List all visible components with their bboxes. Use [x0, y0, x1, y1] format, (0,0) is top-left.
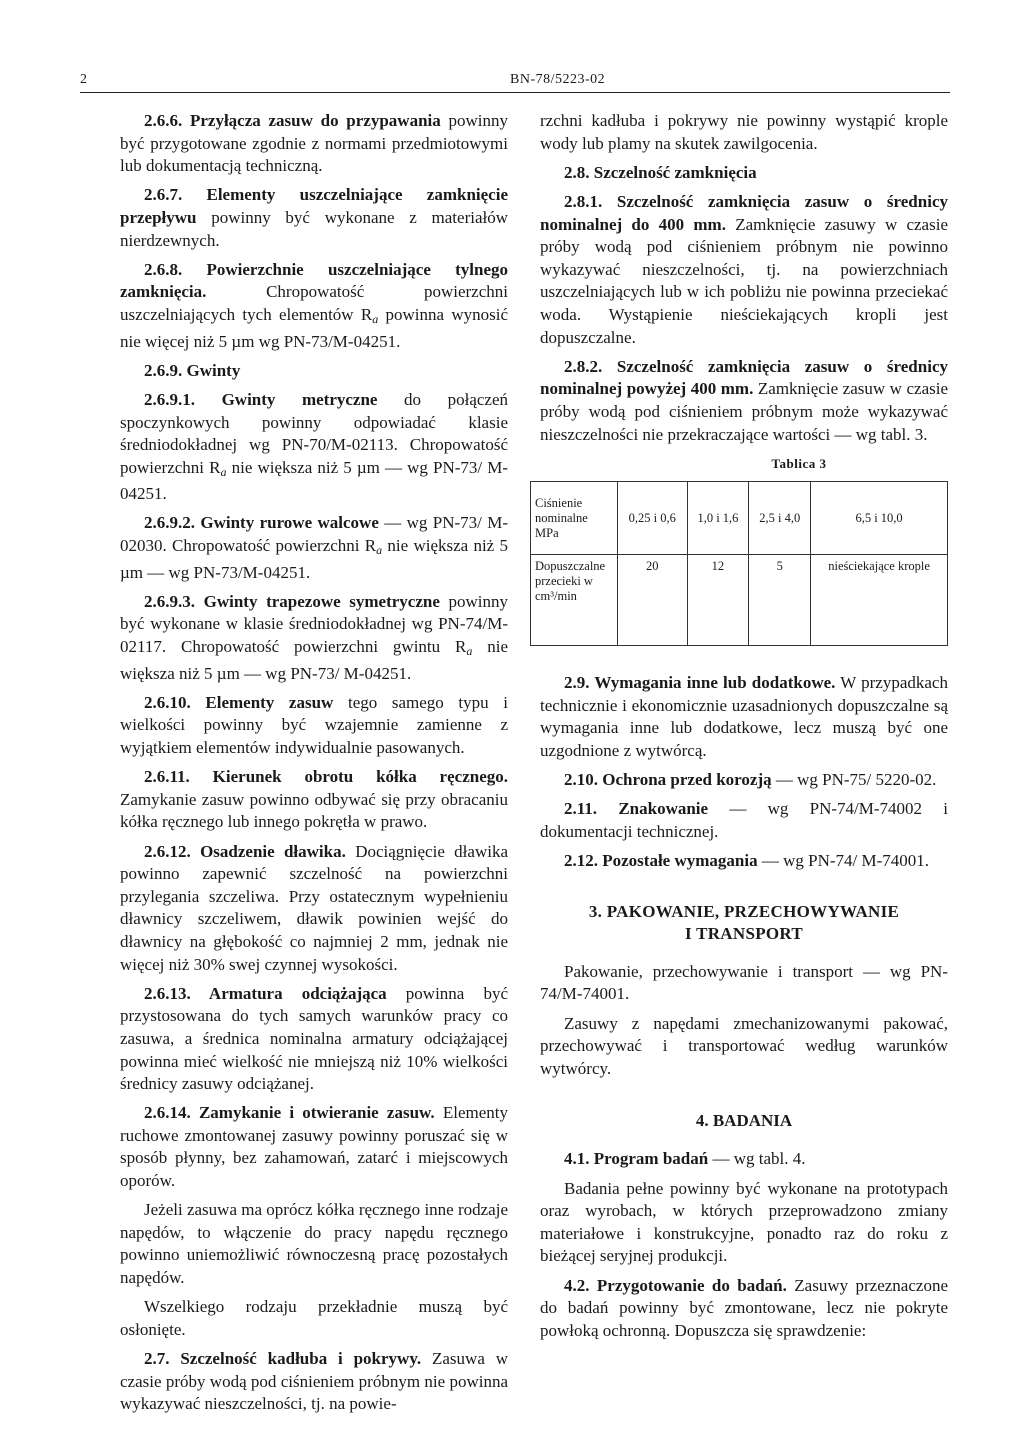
table-cell: 12	[687, 555, 749, 646]
heading-2-6-6: 2.6.6. Przyłącza zasuw do przypawania	[144, 111, 441, 130]
heading-2-10: 2.10. Ochrona przed korozją	[564, 770, 772, 790]
heading-2-6-13: 2.6.13. Armatura odciążająca	[144, 983, 387, 1003]
heading-2-6-11: 2.6.11. Kierunek obrotu kółka ręcznego.	[144, 767, 508, 787]
paragraph-2-10	[540, 769, 948, 792]
table-cell: 20	[618, 555, 688, 646]
paragraph-2-8	[540, 162, 948, 185]
text-2-12: — wg PN-74/ M-74001.	[761, 851, 930, 871]
heading-2-12: 2.12. Pozostałe wymagania	[564, 851, 758, 871]
subscript-a: a	[372, 311, 379, 326]
heading-2-6-9: 2.6.9. Gwinty	[144, 360, 241, 380]
paragraph-2-8-2	[540, 356, 948, 446]
paragraph-2-6-8	[120, 259, 508, 353]
text-2-10: — wg PN-75/ 5220-02.	[775, 770, 937, 790]
paragraph-4-2	[540, 1275, 948, 1343]
table-cell: 2,5 i 4,0	[749, 482, 811, 555]
paragraph-2-6-9-1	[120, 389, 508, 506]
heading-2-8-2: 2.8.2. Szczelność zamknięcia zasuw o średnicy nominalnej powyżej 400 mm.	[540, 356, 948, 399]
text-2-6-8-b: powinna wynosić nie więcej niż 5 µm wg PN-73/M-04251.	[120, 304, 508, 351]
table-caption: Tablica 3	[771, 455, 827, 471]
heading-2-7: 2.7. Szczelność kadłuba i pokrywy.	[144, 1349, 422, 1368]
paragraph-2-6-11	[120, 766, 508, 834]
section-3-title-line1: 3. PAKOWANIE, PRZECHOWYWANIE	[588, 901, 900, 921]
paragraph-4-1-2: Badania pełne powinny być wykonane na prototypach oraz wyrobach, w których przeprowadzono zmiany materiałowe i konstrukcyjne, ponadto raz do roku z bieżącej seryjnej produkcji.	[540, 1178, 948, 1266]
table-cell: 0,25 i 0,6	[618, 482, 688, 555]
paragraph-2-6-6	[120, 110, 508, 178]
paragraph-2-6-9	[120, 360, 508, 383]
text-2-6-9-3-a: powinny być wykonane w klasie średniodokładnej wg PN-74/M-02117. Chropowatość powierzchni gwintu R	[120, 591, 508, 657]
text-4-2: Zasuwy przeznaczone do badań powinny być zmontowane, lecz nie pokryte powłoką ochronną. Dopuszcza się sprawdzenie:	[540, 1275, 948, 1340]
heading-2-6-8: 2.6.8. Powierzchnie uszczelniające tylnego zamknięcia.	[120, 259, 508, 302]
heading-2-6-10: 2.6.10. Elementy zasuw	[144, 692, 334, 712]
subscript-a: a	[466, 644, 473, 659]
paragraph-4-1	[540, 1148, 948, 1171]
heading-2-6-14: 2.6.14. Zamykanie i otwieranie zasuw.	[144, 1103, 435, 1123]
page-header	[80, 70, 950, 93]
heading-2-6-12: 2.6.12. Osadzenie dławika.	[144, 841, 346, 861]
table-row	[531, 555, 948, 646]
page-number: 2	[80, 72, 87, 87]
paragraph-2-9	[540, 672, 948, 762]
heading-4-2: 4.2. Przygotowanie do badań.	[564, 1275, 787, 1295]
heading-2-6-7: 2.6.7. Elementy uszczelniające zamknięcie przepływu	[120, 185, 508, 227]
heading-2-6-9-3: 2.6.9.3. Gwinty trapezowe symetryczne	[144, 591, 440, 611]
heading-2-6-9-1: 2.6.9.1. Gwinty metryczne	[144, 389, 378, 409]
text-2-6-12: Dociągnięcie dławika powinno zapewnić szczelność na powierzchni przylegania szczeliwa. Przy ostatecznym wypełnieniu dławnicy szczeliwem, dławik powinien wejść do dławnicy na głębokość co najmniej 2 mm, jednak nie więcej niż 30% swej czynnej wysokości.	[120, 841, 508, 974]
right-column	[535, 110, 949, 1349]
paragraph-2-6-14	[120, 1102, 508, 1192]
paragraph-3-2: Zasuwy z napędami zmechanizowanymi pakować, przechowywać i transportować według warunków wytwórcy.	[540, 1013, 948, 1078]
text-2-6-11: Zamykanie zasuw powinno odbywać się przy obracaniu kółka ręcznego lub innego pokrętła w prawo.	[120, 789, 508, 832]
paragraph-2-6-7	[120, 184, 508, 252]
text-2-6-6: powinny być przygotowane zgodnie z normami przedmiotowymi lub dokumentacją techniczną.	[120, 111, 509, 176]
leakage-table	[530, 481, 948, 646]
text-2-6-9-1-a: do połączeń spoczynkowych powinny odpowiadać klasie średniodokładnej wg PN-70/M-02113. Chropowatość powierzchni R	[120, 389, 508, 477]
section-4-heading: 4. BADANIA	[695, 1111, 793, 1131]
table-cell: 5	[749, 555, 811, 646]
text-2-6-9-3-b: nie większa niż 5 µm — wg PN-73/ M-04251.	[120, 637, 508, 683]
paragraph-2-6-10	[120, 692, 508, 760]
heading-2-9: 2.9. Wymagania inne lub dodatkowe.	[564, 673, 836, 693]
text-4-1: — wg tabl. 4.	[712, 1149, 806, 1169]
subscript-a: a	[220, 464, 227, 479]
heading-2-8-1: 2.8.1. Szczelność zamknięcia zasuw o średnicy nominalnej do 400 mm.	[540, 191, 948, 234]
paragraph-2-12	[540, 850, 948, 873]
text-2-8-2: Zamknięcie zasuw w czasie próby wodą pod ciśnieniem próbnym może wykazywać nieszczelności nie przekraczające wartości — wg tabl. 3.	[540, 379, 949, 444]
paragraph-3-1: Pakowanie, przechowywanie i transport — wg PN-74/M-74001.	[540, 961, 948, 1004]
table-row	[531, 482, 948, 555]
paragraph-2-7	[120, 1348, 508, 1416]
text-2-6-13: powinna być przystosowana do tych samych warunków pracy co zasuwa, a średnica nominalna armatury odciążającej powinna mieć wielkość nie mniejszą niż 10% wielkości średnicy zasuwy odciążanej.	[120, 983, 509, 1094]
text-2-6-7: powinny być wykonane z materiałów nierdzewnych.	[120, 207, 508, 250]
text-2-6-10: tego samego typu i wielkości powinny być wzajemnie zamienne z wyjątkiem elementów indywidualnie pasowanych.	[120, 692, 508, 757]
table-row-label: Dopuszczalne przecieki w cm³/min	[531, 555, 618, 646]
text-2-8-1: Zamknięcie zasuwy w czasie próby wodą pod ciśnieniem próbnym nie powinno wykazywać nieszczelności, tj. na powierzchniach uszczelniających lub w ich pobliżu nie powinna przeciekać woda. Wystąpienie nieściekających kropli jest dopuszczalne.	[540, 214, 948, 347]
paragraph-2-6-14-3: Wszelkiego rodzaju przekładnie muszą być osłonięte.	[120, 1297, 508, 1339]
paragraph-2-6-14-2: Jeżeli zasuwa ma oprócz kółka ręcznego inne rodzaje napędów, to włączenie do pracy napędu ręcznego powinno uniemożliwić równoczesną pracę pozostałych napędów.	[120, 1200, 508, 1288]
heading-2-8: 2.8. Szczelność zamknięcia	[564, 162, 757, 182]
heading-2-6-9-2: 2.6.9.2. Gwinty rurowe walcowe	[144, 513, 379, 533]
text-2-6-9-2-b: nie większa niż 5 µm — wg PN-73/M-04251.	[120, 536, 508, 582]
text-2-11: — wg PN-74/M-74002 i dokumentacji technicznej.	[540, 799, 949, 842]
table-row-label: Ciśnienie nominalne MPa	[531, 482, 618, 555]
heading-4-1: 4.1. Program badań	[564, 1149, 709, 1169]
text-2-6-8-a: Chropowatość powierzchni uszczelniających tych elementów R	[120, 282, 509, 324]
paragraph-2-6-9-3	[120, 591, 508, 685]
table-cell: 1,0 i 1,6	[687, 482, 749, 555]
paragraph-2-6-12	[120, 841, 508, 977]
paragraph-2-11	[540, 798, 948, 843]
table-cell: nieściekające krople	[811, 555, 948, 646]
text-2-7: Zasuwa w czasie próby wodą pod ciśnieniem próbnym nie powinna wykazywać nieszczelności, tj. na powie-	[120, 1349, 508, 1414]
text-2-9: W przypadkach technicznie i ekonomicznie uzasadnionych dopuszczalne są wymagania inne lub dodatkowe, lecz muszą być one uzgodnione z wytwórcą.	[540, 673, 948, 761]
text-2-6-9-2-a: — wg PN-73/ M-02030. Chropowatość powierzchni R	[120, 513, 508, 556]
paragraph-2-7-continued: rzchni kadłuba i pokrywy nie powinny wystąpić krople wody lub plamy na skutek zawilgocenia.	[540, 111, 948, 153]
subscript-a: a	[376, 543, 383, 558]
paragraph-2-8-1	[540, 191, 948, 349]
left-column	[120, 110, 508, 1422]
text-2-6-14: Elementy ruchowe zmontowanej zasuwy powinny poruszać się w sposób płynny, bez zahamowań, zatarć i miejscowych oporów.	[120, 1103, 508, 1191]
paragraph-2-6-13	[120, 983, 508, 1096]
section-3-title-line2: I TRANSPORT	[684, 923, 804, 943]
table-cell: 6,5 i 10,0	[811, 482, 948, 555]
heading-2-11: 2.11. Znakowanie	[564, 799, 709, 819]
paragraph-2-6-9-2	[120, 512, 508, 584]
document-code: BN-78/5223-02	[510, 72, 606, 87]
section-3-heading	[540, 901, 948, 945]
text-2-6-9-1-b: nie większa niż 5 µm — wg PN-73/ M-04251.	[120, 457, 509, 504]
